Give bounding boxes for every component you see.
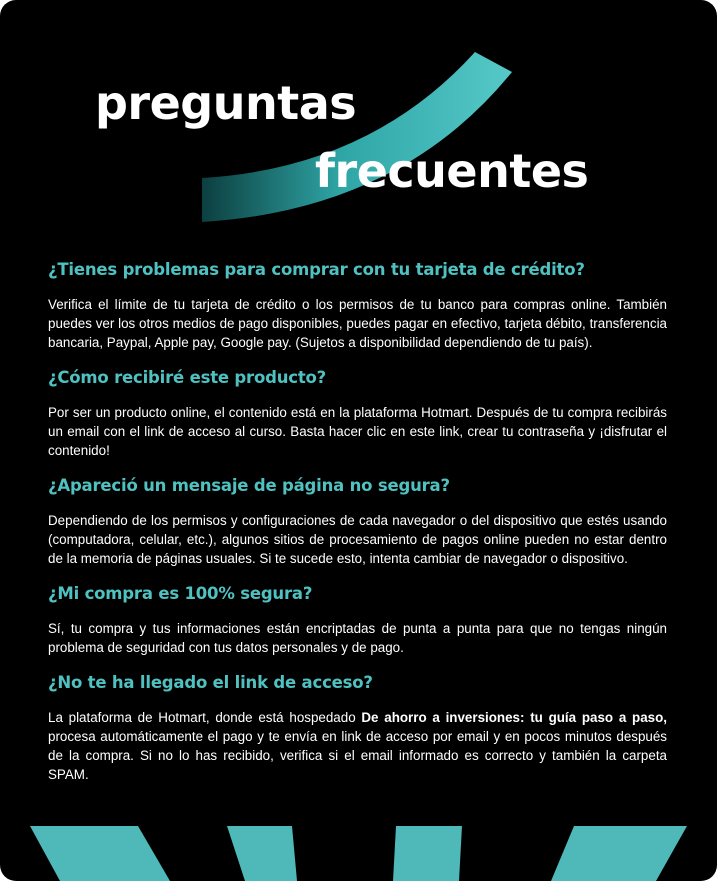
title-line-2: frecuentes: [315, 144, 589, 198]
faq-answer: Sí, tu compra y tus informaciones están encriptadas de punta a punta para que no tengas ningún problema de seguridad con tus datos personales y de pago.: [48, 621, 667, 655]
faq-question: ¿Mi compra es 100% segura?: [48, 584, 313, 603]
faq-answer: [48, 708, 667, 784]
faq-list: [48, 258, 667, 798]
faq-answer: Dependiendo de los permisos y configuraciones de cada navegador o del dispositivo que estés usando (computadora, celular, etc.), algunos sitios de procesamiento de pagos online pueden no estar dentro de la memoria de páginas usuales. Si te sucede esto, intenta cambiar de navegador o dispositivo.: [48, 513, 667, 566]
faq-item-unsafe-page: [48, 474, 667, 568]
faq-item-security: [48, 582, 667, 657]
faq-item-credit-card: [48, 258, 667, 352]
faq-question: ¿Apareció un mensaje de página no segura?: [48, 476, 450, 495]
faq-answer: Por ser un producto online, el contenido está en la plataforma Hotmart. Después de tu compra recibirás un email con el link de acceso al curso. Basta hacer clic en este link, crear tu contraseña y ¡disfrutar el contenido!: [48, 405, 667, 458]
product-name: De ahorro a inversiones: tu guía paso a paso,: [361, 710, 667, 725]
faq-question: ¿Tienes problemas para comprar con tu tarjeta de crédito?: [48, 260, 585, 279]
faq-item-delivery: [48, 366, 667, 460]
decorative-bottom-shapes: [0, 822, 717, 881]
faq-question: ¿Cómo recibiré este producto?: [48, 368, 327, 387]
faq-answer-text: La plataforma de Hotmart, donde está hospedado: [48, 710, 362, 725]
faq-answer-text: procesa automáticamente el pago y te envía en link de acceso por email y en pocos minutos después de la compra. Si no lo has recibido, verifica si el email informado es correcto y también la carpeta SPAM.: [48, 729, 667, 782]
faq-item-access-link: [48, 671, 667, 784]
faq-answer: Verifica el límite de tu tarjeta de crédito o los permisos de tu banco para compras online. También puedes ver los otros medios de pago disponibles, puedes pagar en efectivo, tarjeta débito, transferencia bancaria, Paypal, Apple pay, Google pay. (Sujetos a disponibilidad dependiendo de tu país).: [48, 297, 667, 350]
title-line-1: preguntas: [95, 76, 357, 130]
faq-question: ¿No te ha llegado el link de acceso?: [48, 673, 373, 692]
